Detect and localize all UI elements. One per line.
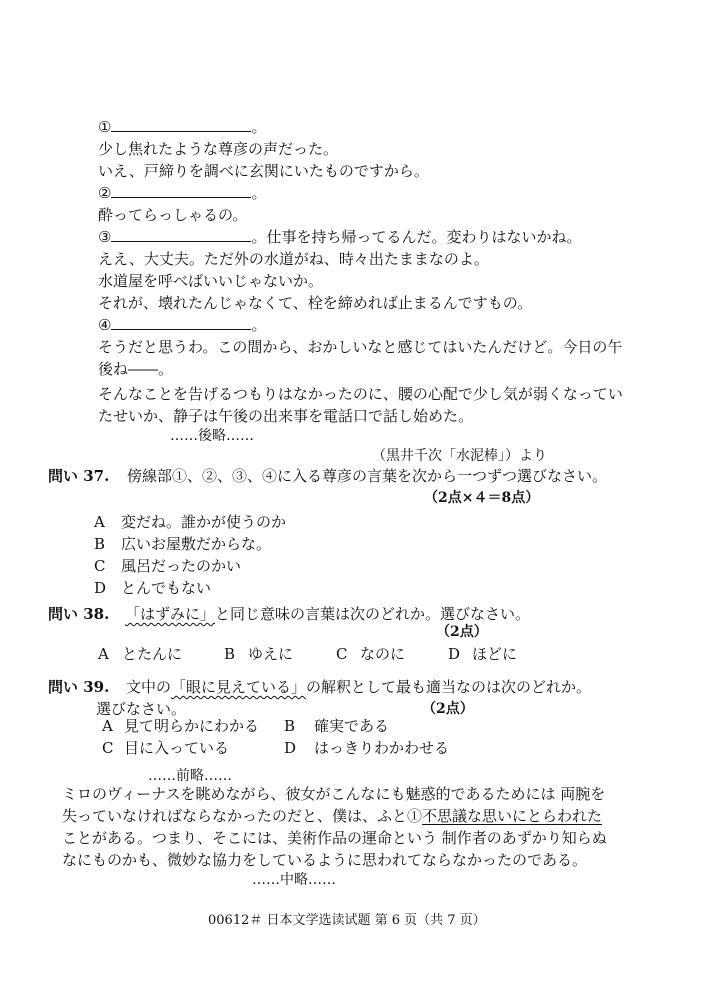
option-a: A 変だね。誰かが使うのか [94, 513, 287, 531]
blank-number: ③ [98, 228, 112, 246]
question-37-label: 問い 37. [48, 467, 110, 485]
underlined-phrase: 「はずみに」 [125, 605, 216, 623]
option-b: B ゆえに [224, 645, 294, 663]
answer-blank [111, 227, 251, 242]
option-a: A とたんに [98, 645, 183, 663]
answer-blank [111, 183, 251, 198]
dialogue-blank-3: ③ 。仕事を持ち帰ってるんだ。変わりはないかね。 [98, 228, 582, 246]
omission-marker: ……前略…… [148, 768, 232, 784]
option-c: C なのに [336, 645, 406, 663]
passage-line: いえ、戸締りを調べに玄関にいたものですから。 [98, 162, 429, 180]
passage-line: 失っていなければならなかったのだと、僕は、ふと①不思議な思いにとらわれた [62, 807, 603, 825]
question-37-points: （2点×４＝8点） [424, 490, 540, 506]
passage-line: なにものかも、微妙な協力をしているように思われてならなかったのである。 [62, 851, 588, 869]
passage-line: そうだと思うわ。この間から、おかしいなと感じてはいたんだけど。今日の午 [98, 338, 623, 356]
dialogue-blank-2: ② 。 [98, 184, 267, 202]
passage-line: それが、壊れたんじゃなくて、栓を締めれば止まるんですもの。 [98, 294, 533, 312]
question-39-points: （2点） [422, 701, 474, 717]
underlined-phrase: 「眼に見えている」 [171, 678, 307, 696]
question-39-label: 問い 39. [48, 678, 110, 696]
option-d: D はっきりわかわせる [284, 739, 450, 757]
dialogue-blank-4: ④ 。 [98, 316, 267, 334]
passage-line: 後ね――。 [98, 360, 174, 378]
option-d: D とんでもない [94, 579, 212, 597]
passage-line: そんなことを告げるつもりはなかったのに、腰の心配で少し気が弱くなってい [98, 385, 623, 403]
question-38-points: （2点） [436, 624, 488, 640]
passage-line: 酔ってらっしゃるの。 [98, 206, 248, 224]
passage-line: 少し焦れたような尊彦の声だった。 [98, 140, 339, 158]
answer-blank [111, 117, 251, 132]
passage-line: たせいか、静子は午後の出来事を電話口で話し始めた。 [98, 407, 474, 425]
blank-number: ② [98, 184, 112, 202]
passage-line: ミロのヴィーナスを眺めながら、彼女がこんなにも魅惑的であるためには 両腕を [62, 785, 606, 803]
option-c: C 目に入っている [102, 739, 230, 757]
question-37-text: 傍線部①、②、③、④に入る尊彦の言葉を次から一つずつ選びなさい。 [127, 467, 608, 485]
passage-line: ことがある。つまり、そこには、美術作品の運命という 制作者のあずかり知らぬ [62, 829, 607, 847]
blank-number: ① [98, 118, 112, 136]
passage-line: 水道屋を呼べばいいじゃないか。 [98, 272, 324, 290]
page-footer: 00612＃ 日本文学选读试题 第 6 页（共 7 页） [208, 913, 486, 928]
blank-number: ④ [98, 316, 112, 334]
dialogue-blank-1: ① 。 [98, 118, 267, 136]
option-b: B 確実である [284, 717, 390, 735]
option-a: A 見て明らかにわかる [102, 717, 260, 735]
underlined-phrase: 不思議な思いにとらわれた [422, 807, 603, 825]
question-39-text-cont: 選びなさい。 [96, 700, 187, 718]
option-b: B 広いお屋敷だからな。 [94, 535, 272, 553]
question-38-text: 「はずみに」と同じ意味の言葉は次のどれか。選びなさい。 [125, 605, 531, 623]
source-citation: （黒井千次「水泥棒」）より [372, 448, 547, 464]
question-38-label: 問い 38. [48, 605, 110, 623]
answer-blank [111, 315, 251, 330]
passage-line: ええ、大丈夫。ただ外の水道がね、時々出たままなのよ。 [98, 250, 489, 268]
omission-marker: ……中略…… [252, 872, 336, 888]
question-39-text: 文中の「眼に見えている」の解釈として最も適当なのは次のどれか。 [126, 678, 592, 696]
option-c: C 風呂だったのかい [94, 557, 242, 575]
omission-marker: ……後略…… [170, 428, 254, 444]
option-d: D ほどに [448, 645, 518, 663]
